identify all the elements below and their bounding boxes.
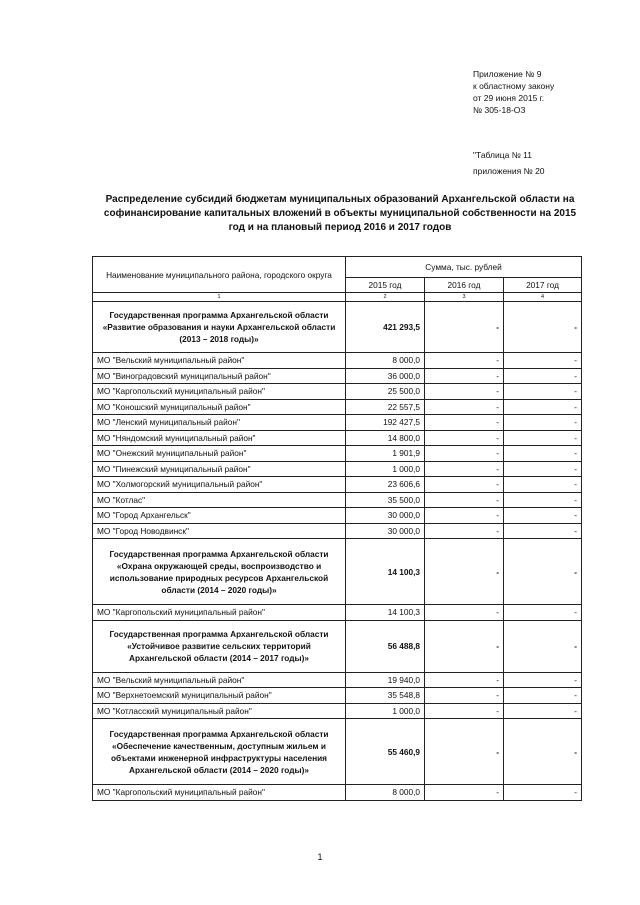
header-name-column: Наименование муниципального района, городского округа xyxy=(93,257,346,293)
sum-2016: - xyxy=(425,523,504,539)
municipality-name: МО "Холмогорский муниципальный район" xyxy=(93,477,346,493)
program-sum-2016: - xyxy=(425,620,504,672)
header-year-2016: 2016 год xyxy=(425,278,504,293)
sum-2017: - xyxy=(504,605,582,621)
program-sum-2016: - xyxy=(425,719,504,785)
program-name: Государственная программа Архангельской области «Обеспечение качественным, доступным жильем и объектами инженерной инфраструктуры населения Архангельской области (2014 – 2020 годы)» xyxy=(93,719,346,785)
header-sum-column: Сумма, тыс. рублей xyxy=(346,257,582,278)
municipality-name: МО "Няндомский муниципальный район" xyxy=(93,430,346,446)
sum-2017: - xyxy=(504,688,582,704)
municipality-name: МО "Верхнетоемский муниципальный район" xyxy=(93,688,346,704)
table-body xyxy=(93,302,582,801)
table-row xyxy=(93,785,582,801)
program-row xyxy=(93,620,582,672)
municipality-name: МО "Ленский муниципальный район" xyxy=(93,415,346,431)
sum-2017: - xyxy=(504,446,582,462)
sum-2015: 35 500,0 xyxy=(346,492,425,508)
table-row xyxy=(93,492,582,508)
sum-2015: 192 427,5 xyxy=(346,415,425,431)
program-row xyxy=(93,539,582,605)
sum-2016: - xyxy=(425,688,504,704)
sum-2017: - xyxy=(504,672,582,688)
sum-2016: - xyxy=(425,492,504,508)
sum-2015: 14 800,0 xyxy=(346,430,425,446)
table-row xyxy=(93,605,582,621)
municipality-name: МО "Пинежский муниципальный район" xyxy=(93,461,346,477)
sum-2016: - xyxy=(425,430,504,446)
municipality-name: МО "Виноградовский муниципальный район" xyxy=(93,368,346,384)
sum-2015: 19 940,0 xyxy=(346,672,425,688)
municipality-name: МО "Город Новодвинск" xyxy=(93,523,346,539)
column-number: 4 xyxy=(504,293,582,302)
table-reference-line: "Таблица № 11 xyxy=(473,150,533,160)
sum-2016: - xyxy=(425,477,504,493)
sum-2017: - xyxy=(504,492,582,508)
municipality-name: МО "Вельский муниципальный район" xyxy=(93,353,346,369)
program-sum-2015: 14 100,3 xyxy=(346,539,425,605)
sum-2016: - xyxy=(425,672,504,688)
sum-2016: - xyxy=(425,703,504,719)
sum-2017: - xyxy=(504,785,582,801)
table-row xyxy=(93,703,582,719)
header-year-2015: 2015 год xyxy=(346,278,425,293)
appendix-line: от 29 июня 2015 г. xyxy=(473,93,545,103)
table-row xyxy=(93,384,582,400)
table-row xyxy=(93,672,582,688)
sum-2017: - xyxy=(504,703,582,719)
sum-2016: - xyxy=(425,415,504,431)
program-sum-2015: 421 293,5 xyxy=(346,302,425,353)
municipality-name: МО "Котлас" xyxy=(93,492,346,508)
sum-2015: 35 548,8 xyxy=(346,688,425,704)
sum-2017: - xyxy=(504,415,582,431)
program-sum-2015: 56 488,8 xyxy=(346,620,425,672)
sum-2017: - xyxy=(504,523,582,539)
program-sum-2017: - xyxy=(504,620,582,672)
subsidy-table xyxy=(92,256,582,801)
column-number: 2 xyxy=(346,293,425,302)
table-row xyxy=(93,688,582,704)
sum-2017: - xyxy=(504,368,582,384)
table-reference xyxy=(473,147,545,179)
column-number: 3 xyxy=(425,293,504,302)
sum-2017: - xyxy=(504,399,582,415)
municipality-name: МО "Каргопольский муниципальный район" xyxy=(93,785,346,801)
header-year-2017: 2017 год xyxy=(504,278,582,293)
table-reference-line: приложения № 20 xyxy=(473,166,545,176)
municipality-name: МО "Город Архангельск" xyxy=(93,508,346,524)
program-sum-2015: 55 460,9 xyxy=(346,719,425,785)
appendix-line: к областному закону xyxy=(473,81,555,91)
program-sum-2016: - xyxy=(425,539,504,605)
sum-2017: - xyxy=(504,430,582,446)
program-sum-2017: - xyxy=(504,719,582,785)
sum-2015: 8 000,0 xyxy=(346,785,425,801)
table-row xyxy=(93,477,582,493)
column-number: 1 xyxy=(93,293,346,302)
sum-2015: 36 000,0 xyxy=(346,368,425,384)
program-sum-2017: - xyxy=(504,539,582,605)
sum-2016: - xyxy=(425,508,504,524)
sum-2017: - xyxy=(504,384,582,400)
municipality-name: МО "Котласский муниципальный район" xyxy=(93,703,346,719)
sum-2016: - xyxy=(425,384,504,400)
appendix-reference xyxy=(473,68,554,116)
table-row xyxy=(93,399,582,415)
table-row xyxy=(93,415,582,431)
program-row xyxy=(93,302,582,353)
sum-2017: - xyxy=(504,477,582,493)
sum-2015: 23 606,6 xyxy=(346,477,425,493)
table-row xyxy=(93,508,582,524)
page-number: 1 xyxy=(317,852,323,862)
sum-2015: 1 901,9 xyxy=(346,446,425,462)
sum-2016: - xyxy=(425,446,504,462)
sum-2016: - xyxy=(425,605,504,621)
program-name: Государственная программа Архангельской области «Развитие образования и науки Архангельской области (2013 – 2018 годы)» xyxy=(93,302,346,353)
sum-2015: 8 000,0 xyxy=(346,353,425,369)
appendix-line: Приложение № 9 xyxy=(473,69,542,79)
document-title: Распределение субсидий бюджетам муниципальных образований Архангельской области на софинансирование капитальных вложений в объекты муниципальной собственности на 2015 год и на плановый период 2016 и 2017 годов xyxy=(103,194,577,233)
sum-2015: 30 000,0 xyxy=(346,508,425,524)
program-sum-2016: - xyxy=(425,302,504,353)
sum-2016: - xyxy=(425,785,504,801)
appendix-line: № 305-18-ОЗ xyxy=(473,105,526,115)
program-name: Государственная программа Архангельской области «Устойчивое развитие сельских территорий Архангельской области (2014 – 2017 годы)» xyxy=(93,620,346,672)
municipality-name: МО "Вельский муниципальный район" xyxy=(93,672,346,688)
sum-2015: 1 000,0 xyxy=(346,461,425,477)
program-name: Государственная программа Архангельской области «Охрана окружающей среды, воспроизводство и использование природных ресурсов Архангельской области (2014 – 2020 годы)» xyxy=(93,539,346,605)
sum-2017: - xyxy=(504,353,582,369)
table-header xyxy=(93,257,582,302)
sum-2015: 1 000,0 xyxy=(346,703,425,719)
municipality-name: МО "Каргопольский муниципальный район" xyxy=(93,605,346,621)
sum-2017: - xyxy=(504,461,582,477)
table-row xyxy=(93,353,582,369)
sum-2015: 25 500,0 xyxy=(346,384,425,400)
sum-2017: - xyxy=(504,508,582,524)
table-row xyxy=(93,430,582,446)
sum-2016: - xyxy=(425,353,504,369)
program-row xyxy=(93,719,582,785)
municipality-name: МО "Каргопольский муниципальный район" xyxy=(93,384,346,400)
municipality-name: МО "Коношский муниципальный район" xyxy=(93,399,346,415)
municipality-name: МО "Онежский муниципальный район" xyxy=(93,446,346,462)
table-row xyxy=(93,446,582,462)
table-row xyxy=(93,368,582,384)
sum-2016: - xyxy=(425,368,504,384)
sum-2015: 30 000,0 xyxy=(346,523,425,539)
sum-2016: - xyxy=(425,399,504,415)
program-sum-2017: - xyxy=(504,302,582,353)
sum-2015: 14 100,3 xyxy=(346,605,425,621)
sum-2016: - xyxy=(425,461,504,477)
table-row xyxy=(93,461,582,477)
sum-2015: 22 557,5 xyxy=(346,399,425,415)
table-row xyxy=(93,523,582,539)
